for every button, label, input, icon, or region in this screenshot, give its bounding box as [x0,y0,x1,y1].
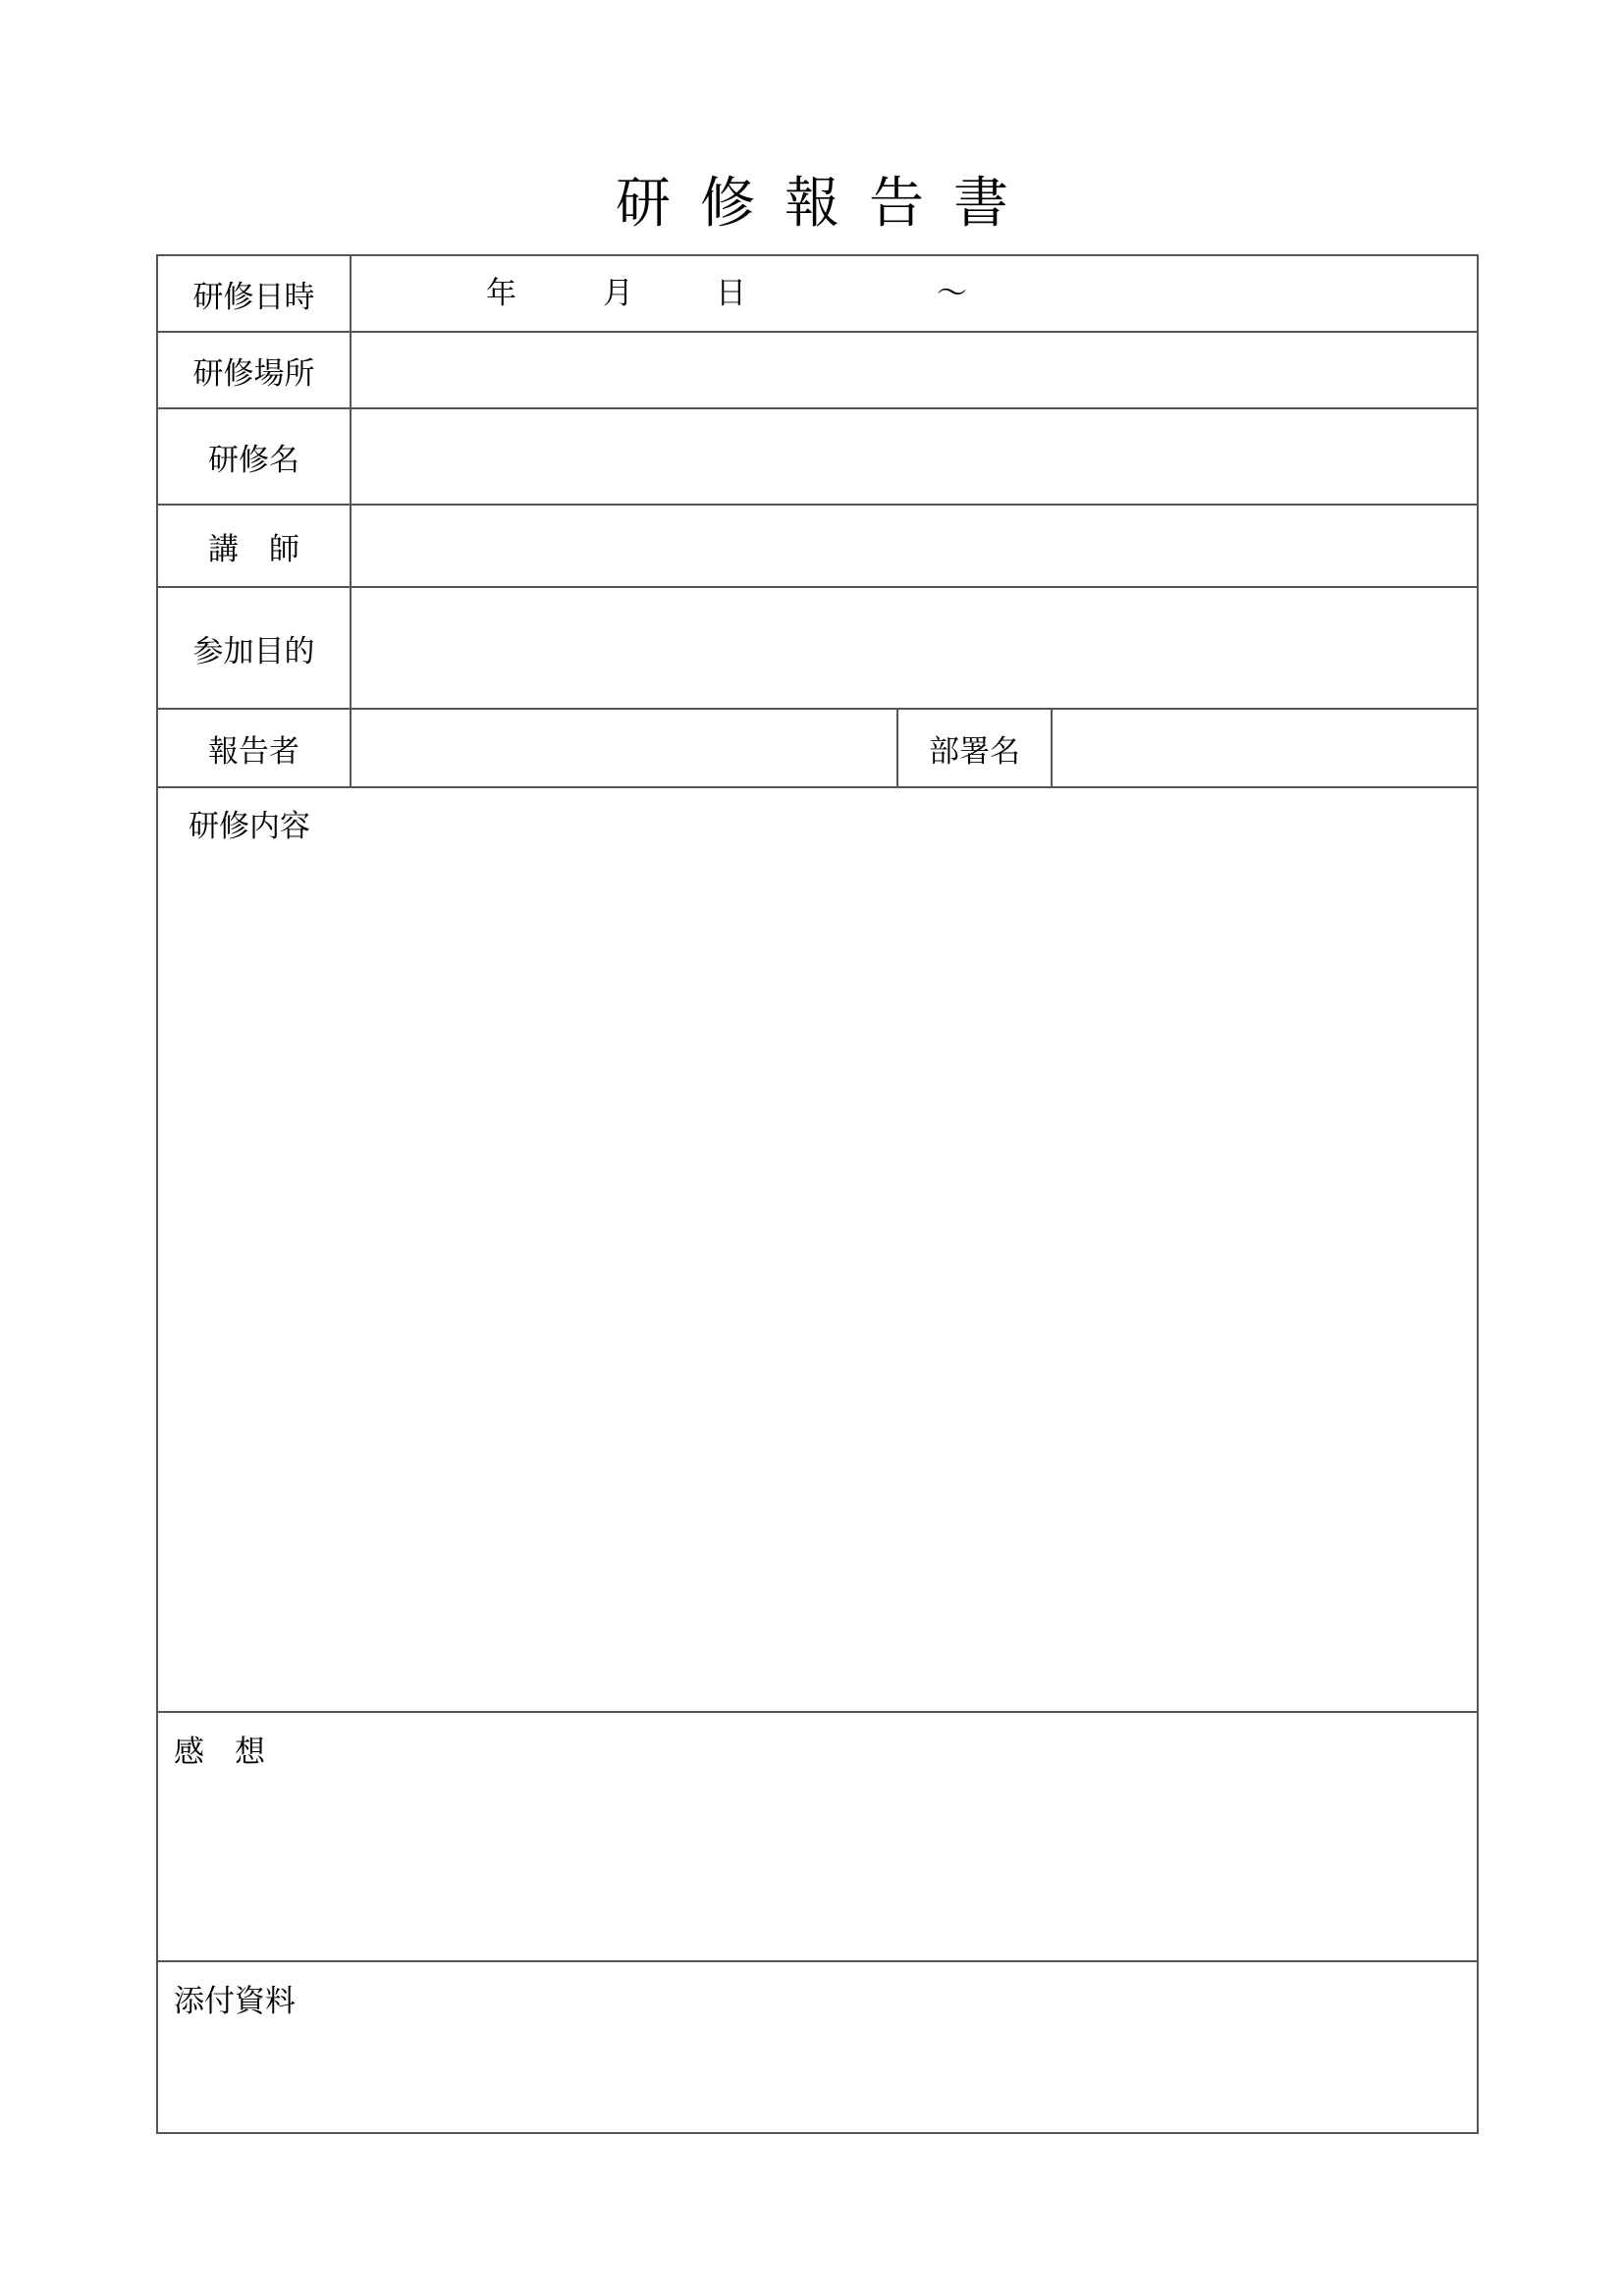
purpose-label: 参加目的 [192,633,315,669]
place-label: 研修場所 [192,355,315,392]
range-separator: ～ [937,276,967,311]
attachments-label: 添付資料 [174,1984,296,2019]
attachments-field[interactable] [158,1962,1477,2134]
department-field[interactable] [1053,710,1477,786]
report-form [156,254,1479,2134]
year-unit: 年 [486,276,516,311]
month-unit: 月 [603,276,633,311]
content-label: 研修内容 [189,809,310,844]
content-field[interactable] [158,788,1477,1711]
page-title: 研修報告書 [616,172,1038,236]
impressions-label: 感 想 [174,1735,265,1770]
date-label: 研修日時 [192,279,315,315]
department-label: 部署名 [929,733,1020,770]
training-name-label: 研修名 [208,442,299,478]
lecturer-field[interactable] [352,506,1477,586]
reporter-field[interactable] [352,710,895,786]
place-field[interactable] [352,333,1477,407]
purpose-field[interactable] [352,588,1477,708]
reporter-label: 報告者 [208,733,299,770]
training-name-field[interactable] [352,409,1477,504]
impressions-field[interactable] [158,1713,1477,1960]
date-field[interactable] [352,256,1477,331]
divider [350,256,352,786]
lecturer-label: 講 師 [208,531,299,567]
day-unit: 日 [716,276,746,311]
